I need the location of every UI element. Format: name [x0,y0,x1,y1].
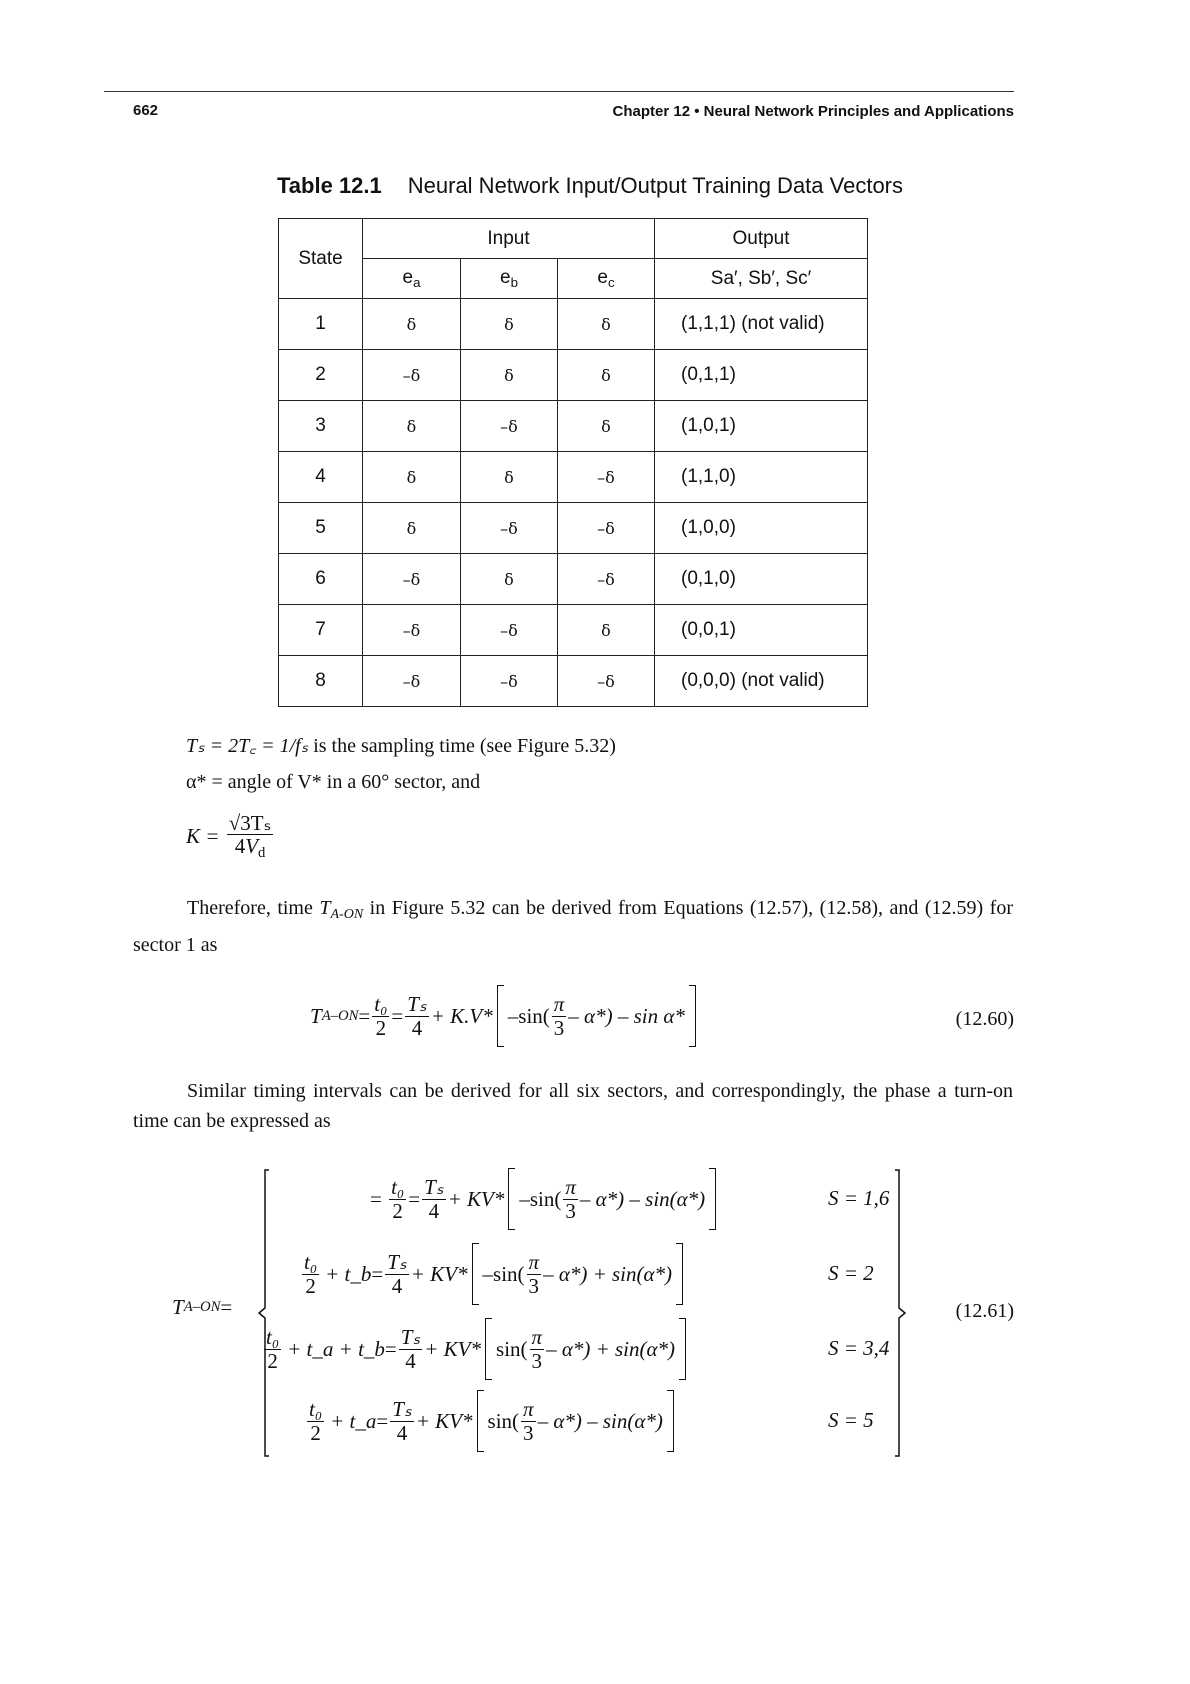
cell-eb: –δ [461,401,558,452]
table-row [279,350,868,401]
cell-out: (0,0,0) (not valid) [655,656,868,707]
cell-out: (1,0,0) [655,503,868,554]
cell-ea: –δ [363,656,461,707]
header-ea: $e_a$ [363,259,461,299]
equation-12-61-row-4: $\frac{\text{t₀}}{2}$ + t_a = $\frac{\text{Tₛ}}{4}$ + KV* sin( $\frac{\pi}{3}$ – α*) – sin(α*) [305,1390,678,1452]
cell-eb: δ [461,299,558,350]
table-row [279,401,868,452]
right-brace [893,1168,913,1458]
training-data-table [278,218,868,707]
cell-ea: –δ [363,350,461,401]
header-switch-states: Sa′, Sb′, Sc′ [655,259,868,299]
header-state: State [279,219,363,299]
header-ec: $e_c$ [558,259,655,299]
cell-ea: –δ [363,605,461,656]
k-definition: K = $\frac{\text{√3Tₛ}}{4V_d}$ [186,811,272,862]
table-row [279,299,868,350]
cell-ec: –δ [558,656,655,707]
cell-out: (0,1,0) [655,554,868,605]
cell-state: 2 [279,350,363,401]
cell-state: 8 [279,656,363,707]
cell-state: 3 [279,401,363,452]
cell-out: (1,0,1) [655,401,868,452]
table-row [279,656,868,707]
cell-eb: δ [461,350,558,401]
cell-out: (0,1,1) [655,350,868,401]
table-row [279,554,868,605]
header-input: Input [363,219,655,259]
cell-state: 6 [279,554,363,605]
cell-ea: δ [363,401,461,452]
cell-out: (0,0,1) [655,605,868,656]
cell-ea: –δ [363,554,461,605]
sector-condition: S = 3,4 [828,1336,890,1360]
table-row [279,452,868,503]
sector-condition: S = 5 [828,1408,874,1432]
equation-12-60: T A–ON = $\frac{\text{t₀}}{2}$ = $\frac{\text{Tₛ}}{4}$ + K.V* –sin( $\frac{\pi}{3}$ – α*) – sin α* [310,985,700,1047]
cell-ec: δ [558,350,655,401]
cell-state: 4 [279,452,363,503]
sector-condition: S = 2 [828,1261,874,1285]
ts-definition: Tₛ = 2T꜀ = 1/fₛ is the sampling time (see Figure 5.32) [186,735,616,757]
equation-12-61-row-1: = $\frac{\text{t₀}}{2}$ = $\frac{\text{Tₛ}}{4}$ + KV* –sin( $\frac{\pi}{3}$ – α*) – sin(α*) [370,1168,720,1230]
cell-eb: –δ [461,605,558,656]
cell-ea: δ [363,452,461,503]
alpha-definition: α* = angle of V* in a 60° sector, and [186,771,481,793]
cell-ec: –δ [558,503,655,554]
cell-eb: δ [461,452,558,503]
left-brace [255,1168,275,1458]
header-output: Output [655,219,868,259]
table-label: Table 12.1 [277,173,382,198]
running-head: Chapter 12 • Neural Network Principles and Applications [612,103,1014,120]
equation-12-61-row-3: $\frac{\text{t₀}}{2}$ + t_a + t_b = $\frac{\text{Tₛ}}{4}$ + KV* sin( $\frac{\pi}{3}$ – α*) + sin(α*) [262,1318,690,1380]
cell-ea: δ [363,503,461,554]
equation-12-61-lhs: T A–ON = [172,1295,233,1319]
cell-ec: –δ [558,554,655,605]
cell-eb: –δ [461,656,558,707]
table-title: Neural Network Input/Output Training Data Vectors [407,173,904,198]
cell-ec: δ [558,299,655,350]
sector-condition: S = 1,6 [828,1186,890,1210]
paragraph-therefore: Therefore, time $T_{A-ON}$ in Figure 5.32 can be derived from Equations (12.57), (12.58), and (12.59) for sector 1 as [133,897,1014,956]
row-prefix: = [370,1186,382,1211]
table-caption [277,173,903,199]
cell-out: (1,1,1) (not valid) [655,299,868,350]
equation-number-12-61: (12.61) [955,1300,1014,1322]
cell-eb: –δ [461,503,558,554]
header-eb: $e_b$ [461,259,558,299]
cell-state: 5 [279,503,363,554]
table-row [279,605,868,656]
equation-12-61-row-2: $\frac{\text{t₀}}{2}$ + t_b = $\frac{\text{Tₛ}}{4}$ + KV* –sin( $\frac{\pi}{3}$ – α*) + sin(α*) [300,1243,687,1305]
paragraph-similar: Similar timing intervals can be derived for all six sectors, and correspondingly, the phase a turn-on time can be expressed as [133,1080,1013,1132]
table-row [279,503,868,554]
cell-state: 7 [279,605,363,656]
lhs-terms: + t_b [325,1261,372,1286]
cell-ec: δ [558,605,655,656]
lhs-terms: + t_a + t_b [287,1336,385,1361]
cell-ea: δ [363,299,461,350]
cell-state: 1 [279,299,363,350]
equation-number-12-60: (12.60) [955,1008,1014,1030]
lhs-terms: + t_a [330,1408,377,1433]
cell-ec: δ [558,401,655,452]
cell-ec: –δ [558,452,655,503]
cell-eb: δ [461,554,558,605]
page-number: 662 [133,102,159,119]
header-rule [104,91,1014,92]
cell-out: (1,1,0) [655,452,868,503]
